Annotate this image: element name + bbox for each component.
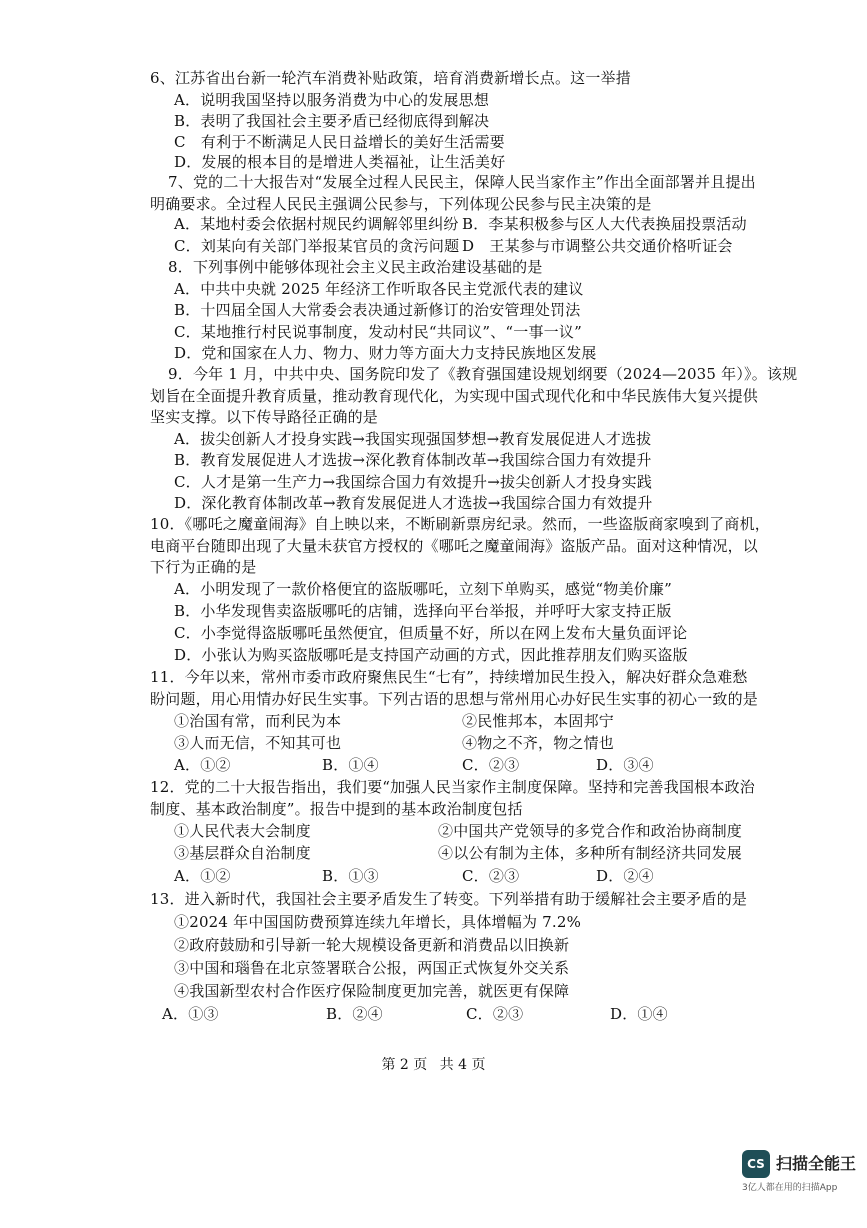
q13-item-4: ④我国新型农村合作医疗保险制度更加完善，就医更有保障	[174, 982, 570, 1000]
q11-choice-b: B．①④	[322, 756, 379, 774]
q9-option-d: D．深化教育体制改革→教育发展促进人才选拔→我国综合国力有效提升	[174, 494, 653, 512]
q9-stem-line1: 9．今年 1 月，中共中央、国务院印发了《教育强国建设规划纲要（2024—2035 年）》。该规	[168, 365, 798, 383]
q11-stem-line2: 盼问题，用心用情办好民生实事。下列古语的思想与常州用心办好民生实事的初心一致的是	[150, 690, 759, 708]
q12-item-1: ①人民代表大会制度	[174, 822, 311, 840]
q8-option-b: B．十四届全国人大常委会表决通过新修订的治安管理处罚法	[174, 301, 581, 319]
q7-option-d: D 王某参与市调整公共交通价格听证会	[462, 237, 733, 255]
q13-item-3: ③中国和瑙鲁在北京签署联合公报，两国正式恢复外交关系	[174, 959, 570, 977]
q13-item-1: ①2024 年中国国防费预算连续九年增长，具体增幅为 7.2%	[174, 913, 582, 931]
q7-option-a: A．某地村委会依据村规民约调解邻里纠纷	[174, 215, 459, 233]
q9-option-a: A．拔尖创新人才投身实践→我国实现强国梦想→教育发展促进人才选拔	[174, 430, 652, 448]
page-footer	[0, 1055, 867, 1075]
q6-option-d: D．发展的根本目的是增进人类福祉，让生活美好	[174, 153, 506, 171]
q10-option-c: C．小李觉得盗版哪吒虽然便宜，但质量不好，所以在网上发布大量负面评论	[174, 624, 688, 642]
page-total: 共 4 页	[439, 1057, 486, 1073]
q11-item-4: ④物之不齐，物之情也	[462, 734, 615, 752]
q10-stem-line2: 电商平台随即出现了大量未获官方授权的《哪吒之魔童闹海》盗版产品。面对这种情况，以	[150, 537, 759, 555]
q8-option-d: D．党和国家在人力、物力、财力等方面大力支持民族地区发展	[174, 344, 597, 362]
cs-logo-icon: CS	[742, 1150, 770, 1178]
q11-item-1: ①治国有常，而利民为本	[174, 712, 342, 730]
q12-item-2: ②中国共产党领导的多党合作和政治协商制度	[438, 822, 743, 840]
q12-stem-line1: 12．党的二十大报告指出，我们要“加强人民当家作主制度保障。坚持和完善我国根本政治	[150, 778, 755, 796]
q12-choice-a: A．①②	[174, 867, 231, 885]
q6-option-a: A．说明我国坚持以服务消费为中心的发展思想	[174, 91, 490, 109]
q11-stem-line1: 11．今年以来，常州市委市政府聚焦民生“七有”，持续增加民生投入，解决好群众急难愁	[150, 668, 748, 686]
q6-stem: 6、江苏省出台新一轮汽车消费补贴政策，培育消费新增长点。这一举措	[150, 69, 631, 87]
page-number: 第 2 页	[381, 1057, 428, 1073]
q8-stem: 8．下列事例中能够体现社会主义民主政治建设基础的是	[168, 258, 543, 276]
q7-option-c: C．刘某向有关部门举报某官员的贪污问题	[174, 237, 460, 255]
q9-option-c: C．人才是第一生产力→我国综合国力有效提升→拔尖创新人才投身实践	[174, 473, 653, 491]
q13-stem: 13．进入新时代，我国社会主要矛盾发生了转变。下列举措有助于缓解社会主要矛盾的是	[150, 890, 748, 908]
q11-item-3: ③人而无信，不知其可也	[174, 734, 342, 752]
q6-option-b: B．表明了我国社会主要矛盾已经彻底得到解决	[174, 112, 490, 130]
q13-choice-d: D．①④	[610, 1005, 668, 1023]
q6-option-c: C 有利于不断满足人民日益增长的美好生活需要	[174, 133, 505, 151]
q8-option-a: A．中共中央就 2025 年经济工作听取各民主党派代表的建议	[174, 280, 584, 298]
q10-option-a: A．小明发现了一款价格便宜的盗版哪吒，立刻下单购买，感觉“物美价廉”	[174, 580, 672, 598]
q7-option-b: B．李某积极参与区人大代表换届投票活动	[462, 215, 747, 233]
q13-item-2: ②政府鼓励和引导新一轮大规模设备更新和消费品以旧换新	[174, 936, 570, 954]
q12-item-3: ③基层群众自治制度	[174, 844, 311, 862]
q7-stem-line1: 7、党的二十大报告对“发展全过程人民民主，保障人民当家作主”作出全面部署并且提出	[168, 173, 756, 191]
q8-option-c: C．某地推行村民说事制度，发动村民“共同议”、“一事一议”	[174, 323, 582, 341]
q11-choice-c: C．②③	[462, 756, 520, 774]
q12-item-4: ④以公有制为主体，多种所有制经济共同发展	[438, 844, 743, 862]
q10-option-d: D．小张认为购买盗版哪吒是支持国产动画的方式，因此推荐朋友们购买盗版	[174, 646, 688, 664]
q10-option-b: B．小华发现售卖盗版哪吒的店铺，选择向平台举报，并呼吁大家支持正版	[174, 602, 672, 620]
scanner-tagline: 3亿人都在用的扫描App	[742, 1183, 838, 1193]
q13-choice-b: B．②④	[326, 1005, 383, 1023]
q12-choice-c: C．②③	[462, 867, 520, 885]
q12-choice-d: D．②④	[596, 867, 654, 885]
q12-stem-line2: 制度、基本政治制度”。报告中提到的基本政治制度包括	[150, 800, 523, 818]
q11-choice-d: D．③④	[596, 756, 654, 774]
q11-item-2: ②民惟邦本，本固邦宁	[462, 712, 615, 730]
scanner-watermark	[742, 1150, 860, 1198]
q9-stem-line3: 坚实支撑。以下传导路径正确的是	[150, 408, 379, 426]
q12-choice-b: B．①③	[322, 867, 379, 885]
q13-choice-a: A．①③	[162, 1005, 219, 1023]
q10-stem-line1: 10．《哪吒之魔童闹海》自上映以来，不断刷新票房纪录。然而，一些盗版商家嗅到了商机，	[150, 515, 770, 533]
q10-stem-line3: 下行为正确的是	[150, 558, 257, 576]
q13-choice-c: C．②③	[466, 1005, 524, 1023]
q7-stem-line2: 明确要求。全过程人民民主强调公民参与，下列体现公民参与民主决策的是	[150, 195, 652, 213]
q11-choice-a: A．①②	[174, 756, 231, 774]
q9-stem-line2: 划旨在全面提升教育质量，推动教育现代化，为实现中国式现代化和中华民族伟大复兴提供	[150, 387, 759, 405]
q9-option-b: B．教育发展促进人才选拔→深化教育体制改革→我国综合国力有效提升	[174, 451, 652, 469]
scanner-title: 扫描全能王	[776, 1154, 857, 1173]
